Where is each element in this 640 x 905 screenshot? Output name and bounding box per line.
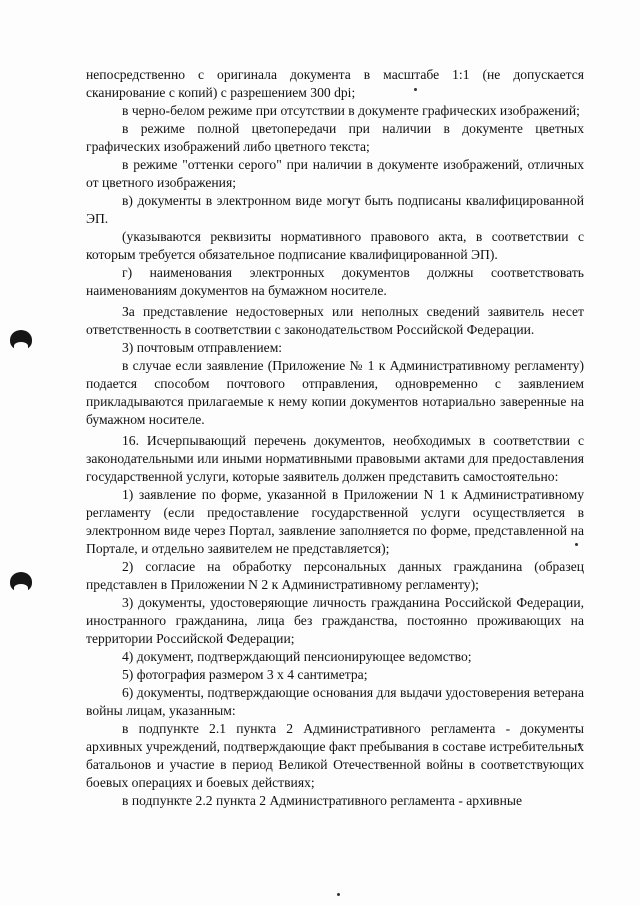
paragraph: в случае если заявление (Приложение № 1 к Административному регламенту) подается способом почтового отправления, одновременно с заявлением прикладываются прилагаемые к нему копии документов нотариально заверенные на бумажном носителе. (86, 358, 584, 427)
paragraph: 5) фотография размером 3 х 4 сантиметра; (122, 667, 368, 682)
paragraph: 4) документ, подтверждающий пенсионирующее ведомство; (122, 649, 472, 664)
paragraph: 3) документы, удостоверяющие личность гражданина Российской Федерации, иностранного гражданина, лица без гражданства, постоянно проживающих на территории Российской Федерации; (86, 595, 584, 646)
document-body (86, 66, 584, 810)
paragraph: 3) почтовым отправлением: (122, 340, 283, 355)
paragraph: 16. Исчерпывающий перечень документов, необходимых в соответствии с законодательными или иными нормативными правовыми актами для предоставления государственной услуги, которые заявитель должен представить самостоятельно: (86, 433, 584, 484)
paragraph: в) документы в электронном виде могут быть подписаны квалифицированной ЭП. (86, 193, 584, 226)
paragraph: За представление недостоверных или неполных сведений заявитель несет ответственность в соответствии с законодательством Российской Федерации. (86, 304, 584, 337)
paragraph: в черно-белом режиме при отсутствии в документе графических изображений; (122, 103, 580, 118)
paragraph: 6) документы, подтверждающие основания для выдачи удостоверения ветерана войны лицам, указанным: (86, 685, 584, 718)
paragraph: в режиме "оттенки серого" при наличии в документе изображений, отличных от цветного изображения; (86, 157, 584, 190)
punch-hole-bottom (10, 572, 32, 592)
paragraph: (указываются реквизиты нормативного правового акта, в соответствии с которым требуется обязательное подписание квалифицированной ЭП). (86, 229, 584, 262)
paragraph: г) наименования электронных документов должны соответствовать наименованиям документов на бумажном носителе. (86, 265, 584, 298)
paragraph: непосредственно с оригинала документа в масштабе 1:1 (не допускается сканирование с копий) с разрешением 300 dpi; (86, 67, 584, 100)
paragraph: 2) согласие на обработку персональных данных гражданина (образец представлен в Приложении N 2 к Административному регламенту); (86, 559, 584, 592)
paragraph: в подпункте 2.2 пункта 2 Административного регламента - архивные (122, 793, 523, 808)
paragraph: 1) заявление по форме, указанной в Приложении N 1 к Административному регламенту (если предоставление государственной услуги осуществляется в электронном виде через Портал, заявление заполняется по форме, представленной на Портале, и отдельно заявителем не представляется); (86, 487, 584, 556)
paragraph: в режиме полной цветопередачи при наличии в документе цветных графических изображений либо цветного текста; (86, 121, 584, 154)
punch-hole-top (10, 330, 32, 350)
scan-speck (337, 893, 340, 896)
paragraph: в подпункте 2.1 пункта 2 Административного регламента - документы архивных учреждений, подтверждающие факт пребывания в составе истребительных батальонов и участие в период Великой Отечественной войны в соответствующих боевых операциях и боевых действиях; (86, 721, 584, 790)
